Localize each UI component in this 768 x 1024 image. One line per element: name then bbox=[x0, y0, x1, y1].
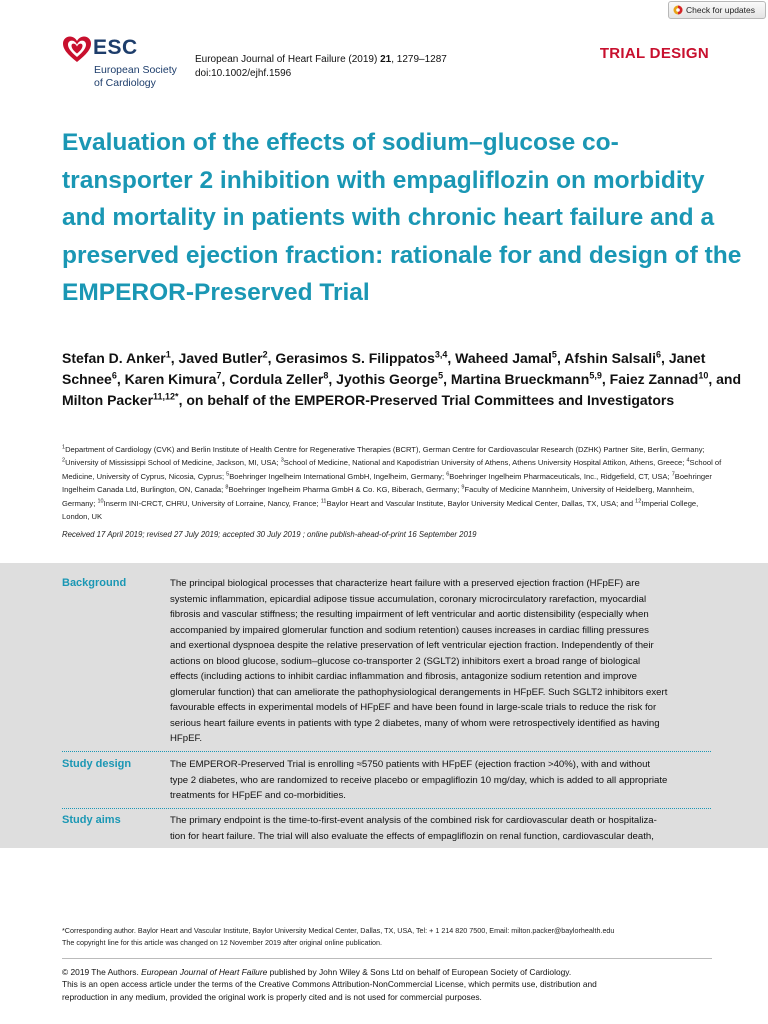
author-affiliation-number: 3,4 bbox=[434, 349, 448, 360]
author-affiliation-number: 5 bbox=[438, 370, 444, 381]
abstract-line: and exertional dyspnoea despite the relative preservation of left ventricular ejection fraction. Independently of their bbox=[170, 640, 654, 652]
affiliation-number: 9 bbox=[461, 484, 465, 491]
author-name[interactable]: Gerasimos S. Filippatos bbox=[275, 350, 435, 366]
abstract-line: accompanied by impaired glomerular function and sodium retention) causes increases in cardiac filling pressures bbox=[170, 624, 649, 636]
journal-line bbox=[195, 53, 447, 67]
author-separator: , bbox=[556, 350, 565, 366]
corresponding-author-note: *Corresponding author. Baylor Heart and Vascular Institute, Baylor University Medical Center, Dallas, TX, USA, Tel: + 1 214 820 7500, Email: milton.packer@baylorhealth.edu bbox=[62, 926, 615, 935]
abstract-divider bbox=[62, 751, 711, 752]
journal-name: European Journal of Heart Failure (2019) bbox=[195, 54, 378, 65]
abstract-line: The EMPEROR-Preserved Trial is enrolling ≈5750 patients with HFpEF (ejection fraction >40%), with and without bbox=[170, 759, 651, 770]
affiliations bbox=[62, 443, 724, 523]
abstract-line: effects (including actions to inhibit cardiac inflammation and fibrosis, antagonize sodium retention and improve bbox=[170, 671, 637, 683]
affiliation-text: Boehringer Ingelheim International GmbH, Ingelheim, Germany; bbox=[229, 471, 447, 481]
affiliation-text: Boehringer Ingelheim Pharma GmbH & Co. KG, Biberach, Germany; bbox=[228, 485, 462, 495]
affiliation-text: Department of Cardiology (CVK) and Berlin Institute of Health Centre for Regenerative Therapies (BCRT), German Centre for Cardiovascular Research (DZHK) Partner Site, Berlin, Germany; bbox=[65, 445, 705, 454]
abstract-line: type 2 diabetes, who are randomized to receive placebo or empagliflozin 10 mg/day, which is added to all appropriate bbox=[170, 774, 668, 786]
author-affiliation-number: 1 bbox=[165, 349, 171, 360]
abstract-line: actions on blood glucose, sodium–glucose co-transporter 2 (SGLT2) inhibitors exert a broad range of biological bbox=[170, 655, 641, 667]
received-dates: Received 17 April 2019; revised 27 July 2019; accepted 30 July 2019 ; online publish-ahead-of-print 16 September 2019 bbox=[62, 530, 477, 539]
abstract-line: systemic inflammation, epicardial adipose tissue accumulation, coronary microcirculatory rarefaction, myocardial bbox=[170, 593, 647, 605]
abstract-label-background: Background bbox=[62, 577, 127, 589]
author-separator: , bbox=[661, 350, 669, 366]
author-separator: , bbox=[116, 371, 125, 387]
esc-logo bbox=[62, 35, 182, 91]
affiliation-number: 10 bbox=[97, 498, 104, 505]
crossmark-icon bbox=[673, 5, 683, 15]
author-affiliation-number: 6 bbox=[111, 370, 117, 381]
affiliation-number: 8 bbox=[225, 484, 229, 491]
abstract-label-study-aims: Study aims bbox=[62, 814, 121, 826]
author-separator: , bbox=[447, 350, 456, 366]
author-name[interactable]: Jyothis George bbox=[336, 371, 439, 387]
affiliation-text: Boehringer Ingelheim Pharmaceuticals, Inc., Ridgefield, CT, USA; bbox=[449, 471, 672, 481]
abstract-line: serious heart failure events in patients with type 2 diabetes, many of whom were retrospectively identified as having bbox=[170, 717, 660, 729]
authors-suffix: , on behalf of the EMPEROR-Preserved Trial Committees and Investigators bbox=[178, 392, 675, 408]
author-affiliation-number: 8 bbox=[323, 370, 329, 381]
abstract-box bbox=[0, 563, 768, 848]
footer-divider bbox=[62, 958, 712, 959]
affiliation-number: 11 bbox=[320, 498, 327, 505]
abstract-divider bbox=[62, 808, 711, 809]
affiliation-number: 2 bbox=[62, 457, 66, 464]
author-separator: , bbox=[221, 371, 230, 387]
abstract-text-background bbox=[170, 576, 710, 747]
author-name[interactable]: Stefan D. Anker bbox=[62, 350, 166, 366]
abstract-line: favourable effects in experimental models of HFpEF and have been found in large-scale trials to reduce the risk for bbox=[170, 702, 657, 714]
affiliation-number: 12 bbox=[635, 498, 642, 505]
abstract-line: The principal biological processes that characterize heart failure with a preserved ejection fraction (HFpEF) are bbox=[170, 578, 640, 589]
esc-name-line-2: of Cardiology bbox=[94, 76, 156, 89]
author-separator: , bbox=[267, 350, 276, 366]
author-affiliation-number: 5,9 bbox=[589, 370, 602, 381]
affiliation-text: Inserm INI-CRCT, CHRU, University of Lorraine, Nancy, France; bbox=[103, 498, 321, 508]
affiliation-number: 3 bbox=[280, 457, 284, 464]
copyright-suffix: published by John Wiley & Sons Ltd on behalf of European Society of Cardiology. bbox=[267, 967, 572, 977]
author-name[interactable]: Janet Schnee bbox=[62, 350, 706, 387]
author-name[interactable]: Afshin Salsali bbox=[564, 350, 657, 366]
author-name[interactable]: Faiez Zannad bbox=[609, 371, 699, 387]
abstract-line: fibrosis and vascular stiffness; the resulting impairment of left ventricular and aortic distensibility (especially when bbox=[170, 609, 649, 621]
copyright-journal: European Journal of Heart Failure bbox=[141, 967, 268, 977]
copyright-block bbox=[62, 966, 722, 1003]
author-list bbox=[62, 348, 742, 411]
journal-volume: 21 bbox=[380, 54, 392, 65]
license-line: This is an open access article under the terms of the Creative Commons Attribution-NonCommercial License, which permits use, distribution and bbox=[62, 979, 597, 990]
author-affiliation-number: 2 bbox=[262, 349, 268, 360]
author-affiliation-number: 11,12* bbox=[153, 391, 179, 402]
abstract-line: HFpEF. bbox=[170, 733, 202, 745]
abstract-line: glomerular function) that can ameliorate the pathophysiological derangements in HFpEF. Such SGLT2 inhibitors exert bbox=[170, 686, 668, 698]
abstract-text-study-aims bbox=[170, 813, 710, 844]
journal-doi[interactable]: doi:10.1002/ejhf.1596 bbox=[195, 68, 292, 79]
author-affiliation-number: 10 bbox=[698, 370, 709, 381]
article-title: Evaluation of the effects of sodium–glucose co-transporter 2 inhibition with empagliflozin on morbidity and mortality in patients with chronic heart failure and a preserved ejection fraction: rationale for and design of the EMPEROR-Preserved Trial bbox=[62, 129, 742, 307]
copyright-prefix: © 2019 The Authors. bbox=[62, 967, 142, 977]
author-affiliation-number: 7 bbox=[216, 370, 222, 381]
license-line: reproduction in any medium, provided the original work is properly cited and is not used for commercial purposes. bbox=[62, 991, 482, 1002]
author-affiliation-number: 5 bbox=[551, 349, 557, 360]
abstract-line: tion for heart failure. The trial will also evaluate the effects of empagliflozin on renal function, cardiovascular death, bbox=[170, 830, 654, 842]
check-for-updates-label: Check for updates bbox=[686, 5, 755, 15]
esc-name-line-1: European Society bbox=[94, 64, 177, 76]
copyright-line bbox=[62, 966, 722, 978]
abstract-label-study-design: Study design bbox=[62, 758, 132, 770]
journal-citation bbox=[195, 53, 447, 81]
author-separator: , bbox=[601, 371, 610, 387]
affiliation-text: School of Medicine, University of Cyprus, Nicosia, Cyprus; bbox=[62, 458, 722, 481]
affiliation-number: 1 bbox=[62, 444, 66, 451]
esc-full-name bbox=[94, 64, 177, 89]
heart-icon bbox=[62, 35, 92, 65]
affiliation-text: Faculty of Medicine Mannheim, University of Heidelberg, Mannheim, Germany; bbox=[62, 485, 695, 508]
author-name[interactable]: Karen Kimura bbox=[124, 371, 217, 387]
author-name[interactable]: Cordula Zeller bbox=[229, 371, 324, 387]
author-separator: , and bbox=[708, 371, 742, 387]
author-name[interactable]: Martina Brueckmann bbox=[450, 371, 590, 387]
abstract-line: The primary endpoint is the time-to-first-event analysis of the combined risk for cardiovascular death or hospitaliza- bbox=[170, 815, 657, 826]
affiliation-text: University of Mississippi School of Medicine, Jackson, MI, USA; bbox=[65, 458, 281, 468]
check-for-updates-button[interactable] bbox=[668, 1, 766, 19]
author-name[interactable]: Waheed Jamal bbox=[455, 350, 552, 366]
affiliation-number: 7 bbox=[671, 471, 675, 478]
esc-abbreviation: ESC bbox=[93, 36, 138, 59]
abstract-line: treatments for HFpEF and co-morbidities. bbox=[170, 790, 346, 802]
affiliation-number: 5 bbox=[226, 471, 230, 478]
affiliation-number: 4 bbox=[686, 457, 690, 464]
journal-pages: , 1279–1287 bbox=[391, 54, 447, 65]
author-name[interactable]: Javed Butler bbox=[178, 350, 263, 366]
author-separator: , bbox=[443, 371, 451, 387]
author-affiliation-number: 6 bbox=[656, 349, 662, 360]
author-name[interactable]: Milton Packer bbox=[62, 392, 154, 408]
affiliation-text: Baylor Heart and Vascular Institute, Baylor University Medical Center, Dallas, TX, USA; and bbox=[326, 498, 636, 508]
author-separator: , bbox=[328, 371, 337, 387]
affiliation-text: Imperial College, London, UK bbox=[62, 498, 699, 522]
affiliation-text: School of Medicine, National and Kapodistrian University of Athens, Athens University Hospital Attikon, Athens, Greece; bbox=[283, 458, 687, 468]
affiliation-text: Boehringer Ingelheim Canada Ltd, Burlington, ON, Canada; bbox=[62, 471, 712, 495]
author-separator: , bbox=[170, 350, 179, 366]
copyright-change-note: The copyright line for this article was changed on 12 November 2019 after original online publication. bbox=[62, 938, 383, 947]
footnotes bbox=[62, 925, 712, 949]
affiliation-number: 6 bbox=[446, 471, 450, 478]
abstract-text-study-design bbox=[170, 757, 710, 804]
section-label: TRIAL DESIGN bbox=[599, 45, 709, 62]
